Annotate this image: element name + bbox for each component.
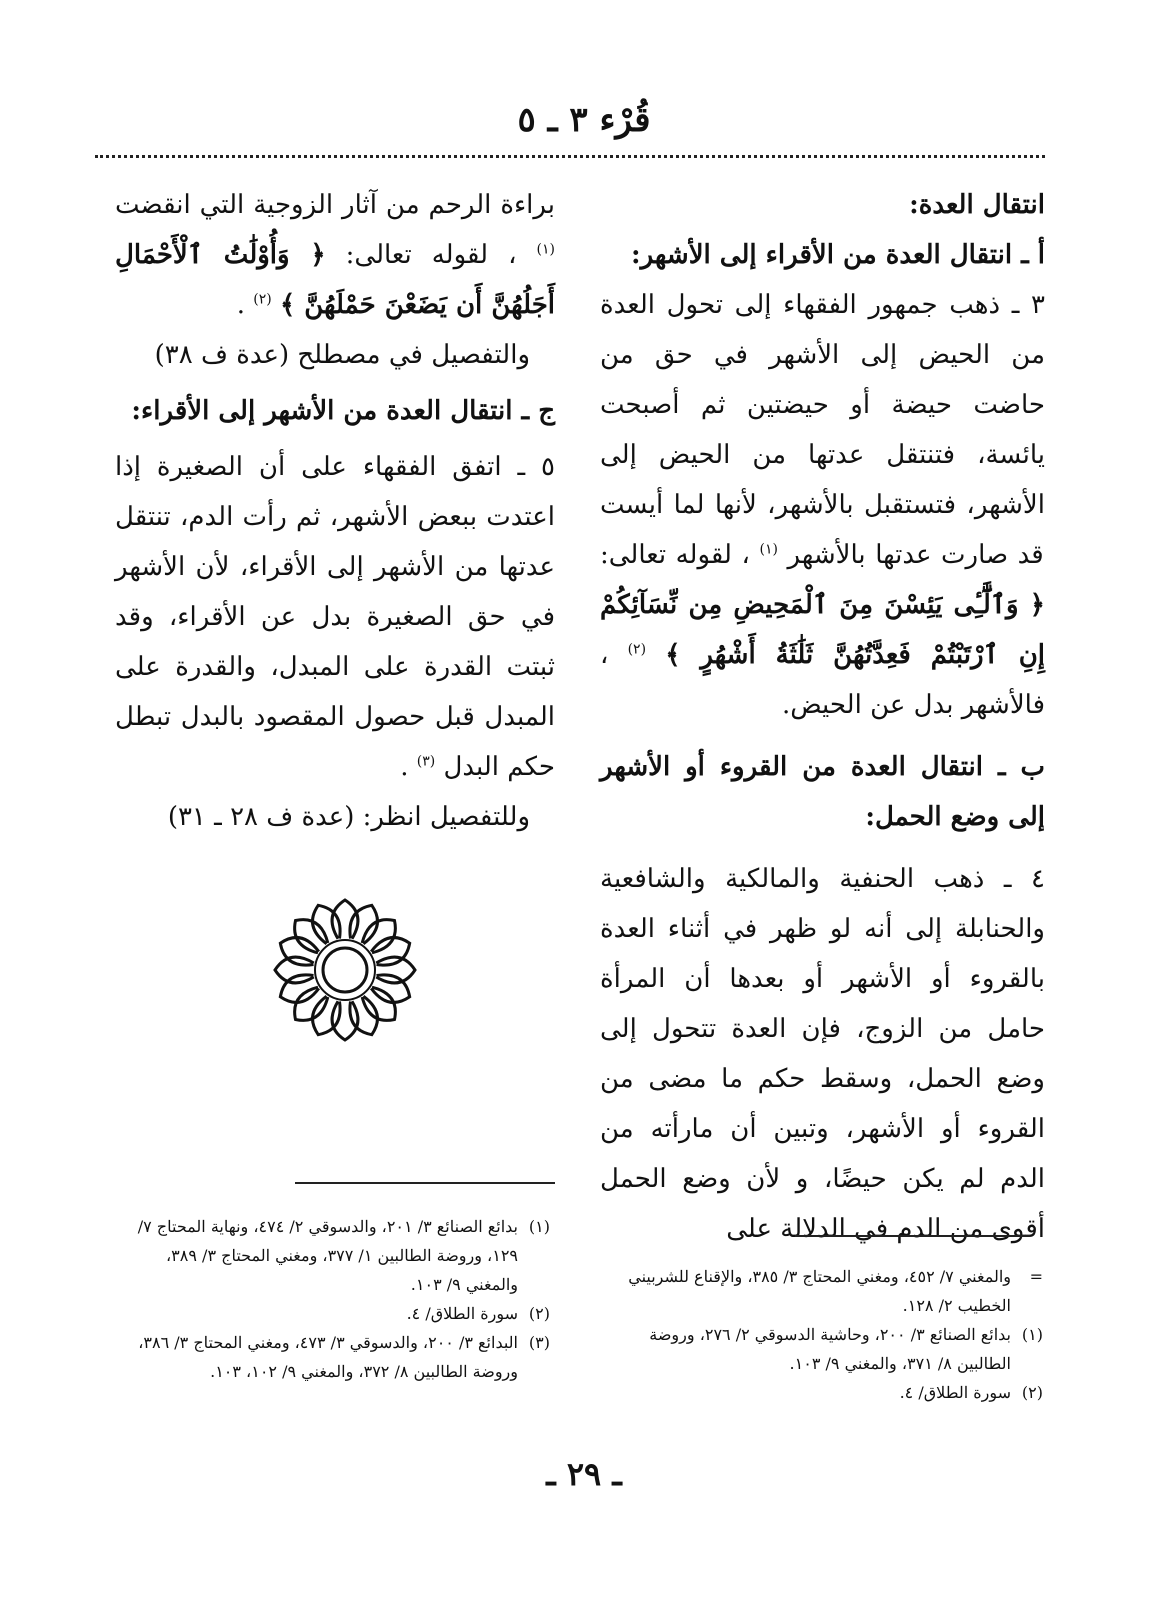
- footnote-item: [110, 1328, 550, 1386]
- paragraph-3-end: ، فالأشهر بدل عن الحيض.: [600, 640, 1045, 720]
- footnote-rule-right: [795, 1235, 1030, 1237]
- ornament-petal: [332, 1001, 358, 1040]
- footnote-text: بدائع الصنائع ٣/ ٢٠٠، وحاشية الدسوقي ٢/ ٢٧٦، وروضة الطالبين ٨/ ٣٧١، والمغني ٩/ ١٠٣.: [649, 1325, 1011, 1373]
- ornament-petal: [275, 957, 314, 983]
- left-column: [115, 180, 555, 842]
- page-number: ـ ٢٩ ـ: [546, 1455, 622, 1493]
- footnote-number: (١): [528, 1217, 550, 1236]
- paragraph-3-text: ٣ ـ ذهب جمهور الفقهاء إلى تحول العدة من الحيض إلى الأشهر في حق من حاضت حيضة أو حيضتين ثم أصبحت يائسة، فتنتقل عدتها من الحيض إلى الأشهر، فتستقبل بالأشهر، لأنها لما أيست قد صارت عدتها بالأشهر: [600, 290, 1045, 570]
- footnote-number: (٢): [1021, 1383, 1043, 1402]
- footnotes-left: [110, 1212, 550, 1386]
- sub-heading-a: أ ـ انتقال العدة من الأقراء إلى الأشهر:: [630, 240, 1045, 270]
- quran-verse: ﴿ وَأُوْلَٰتُ ٱلْأَحْمَالِ أَجَلُهُنَّ أَن يَضَعْنَ حَمْلَهُنَّ ﴾: [115, 240, 555, 320]
- ornament-petal: [376, 957, 415, 983]
- header-dotted-rule: [95, 155, 1045, 158]
- footnote-ref: (٣): [416, 753, 436, 770]
- footnote-ref: (١): [536, 241, 556, 258]
- continued-mid: ، لقوله تعالى:: [325, 240, 517, 270]
- detail-reference-1: والتفصيل في مصطلح (عدة ف ٣٨): [154, 340, 530, 370]
- footnote-number: (١): [1021, 1325, 1043, 1344]
- paragraph-5-text: ٥ ـ اتفق الفقهاء على أن الصغيرة إذا اعتدت ببعض الأشهر، ثم رأت الدم، تنتقل عدتها من الأشهر إلى الأقراء، لأن الأشهر في حق الصغيرة بدل عن الأقراء، وقد ثبتت القدرة على المبدل، والقدرة على المبدل قبل حصول المقصود بالبدل تبطل حكم البدل: [115, 452, 555, 782]
- footnote-item: [110, 1212, 550, 1299]
- section-heading: انتقال العدة:: [909, 190, 1045, 220]
- footnote-ref: (١): [759, 541, 778, 558]
- footnote-number: (٢): [528, 1304, 550, 1323]
- footnote-text: بدائع الصنائع ٣/ ٢٠١، والدسوقي ٢/ ٤٧٤، ونهاية المحتاج ٧/ ١٢٩، وروضة الطالبين ١/ ٣٧٧، ومغني المحتاج ٣/ ٣٨٩، والمغني ٩/ ١٠٣.: [137, 1217, 518, 1294]
- footnote-text: البدائع ٣/ ٢٠٠، والدسوقي ٣/ ٤٧٣، ومغني المحتاج ٣/ ٣٨٦، وروضة الطالبين ٨/ ٣٧٢، والمغني ٩/ ١٠٢، ١٠٣.: [138, 1333, 518, 1381]
- footnote-item: [110, 1299, 550, 1328]
- footnote-text: والمغني ٧/ ٤٥٢، ومغني المحتاج ٣/ ٣٨٥، والإقناع للشربيني الخطيب ٢/ ١٢٨.: [628, 1267, 1011, 1315]
- ornament-petal: [332, 900, 358, 939]
- continued-end: .: [236, 290, 245, 320]
- footnote-rule-left: [295, 1182, 555, 1184]
- footnote-text: سورة الطلاق/ ٤.: [406, 1304, 518, 1323]
- quran-verse: ﴿ وَٱلَّٰٓـِٔى يَئِسْنَ مِنَ ٱلْمَحِيضِ مِن نِّسَآئِكُمْ إِنِ ٱرْتَبْتُمْ فَعِدَّتُهُنَّ ثَلَٰثَةُ أَشْهُرٍ ﴾: [600, 590, 1046, 670]
- page-header: قُرْء ٣ ـ ٥: [517, 100, 651, 140]
- paragraph-3: [600, 280, 1045, 730]
- star-rosette-ornament-icon: [270, 895, 420, 1045]
- paragraph-3-mid: ، لقوله تعالى:: [600, 540, 750, 570]
- sub-heading-c: ج ـ انتقال العدة من الأشهر إلى الأقراء:: [131, 396, 555, 426]
- right-column: [600, 180, 1045, 1254]
- detail-reference-2: وللتفصيل انظر: (عدة ف ٢٨ ـ ٣١): [167, 802, 530, 832]
- footnote-number: =: [1029, 1267, 1043, 1286]
- footnote-item: [598, 1262, 1043, 1320]
- footnote-text: سورة الطلاق/ ٤.: [899, 1383, 1011, 1402]
- continued-text: براءة الرحم من آثار الزوجية التي انقضت: [115, 190, 555, 220]
- footnote-number: (٣): [528, 1333, 550, 1352]
- continued-paragraph: [115, 180, 555, 330]
- footnote-item: [598, 1378, 1043, 1407]
- paragraph-5-end: .: [400, 752, 409, 782]
- paragraph-4: ٤ ـ ذهب الحنفية والمالكية والشافعية والحنابلة إلى أنه لو ظهر في أثناء العدة بالقروء أو الأشهر أو بعدها أن المرأة حامل من الزوج، فإن العدة تتحول إلى وضع الحمل، وسقط حكم ما مضى من القروء أو الأشهر، وتبين أن مارأته من الدم لم يكن حيضًا، و لأن وضع الحمل أقوى من الدم في الدلالة على: [600, 864, 1045, 1244]
- footnotes-right: [598, 1262, 1043, 1407]
- paragraph-5: [115, 442, 555, 792]
- footnote-ref: (٢): [253, 291, 272, 308]
- footnote-item: [598, 1320, 1043, 1378]
- footnote-ref: (٢): [627, 641, 647, 658]
- sub-heading-b: ب ـ انتقال العدة من القروء أو الأشهر إلى وضع الحمل:: [600, 752, 1045, 832]
